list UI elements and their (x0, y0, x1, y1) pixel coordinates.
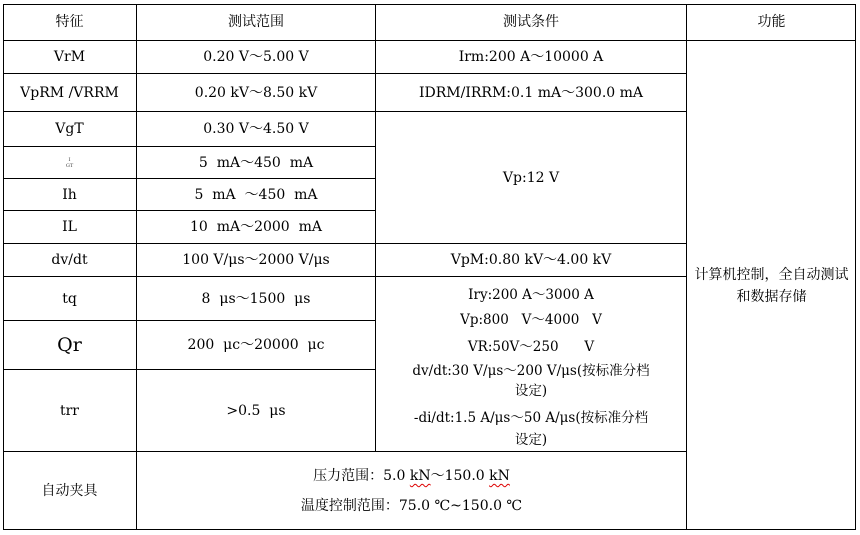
feature-vgt: VgT (55, 121, 84, 137)
range-ih: 5 mA ～450 mA (194, 186, 318, 203)
feature-igt-bottom: GT (65, 162, 74, 169)
header-function: 功能 (757, 14, 786, 30)
feature-trr: trr (59, 402, 79, 419)
range-dvdt: 100 V/μs～2000 V/μs (182, 252, 330, 268)
header-range: 测试范围 (228, 14, 284, 30)
condition-line-vp: Vp:800 V～4000 V (460, 312, 602, 328)
feature-dvdt: dv/dt (51, 252, 88, 268)
range-trr: >0.5 μs (226, 402, 286, 419)
range-tq: 8 μs～1500 μs (201, 290, 311, 307)
feature-ih: Ih (62, 186, 77, 203)
condition-recovery-shared (376, 277, 686, 451)
condition-line-dvdt-cont: 设定) (514, 383, 548, 399)
condition-dvdt: VpM:0.80 kV～4.00 kV (450, 252, 612, 268)
fixture-pressure (313, 461, 510, 491)
feature-igt (3, 147, 136, 178)
range-vrm: 0.20 V～5.00 V (203, 49, 309, 65)
condition-vprm: IDRM/IRRM:0.1 mA～300.0 mA (418, 84, 644, 101)
condition-gate-shared: Vp:12 V (502, 169, 560, 186)
range-il: 10 mA～2000 mA (189, 219, 322, 235)
feature-vrm: VrM (53, 49, 86, 65)
feature-tq: tq (62, 290, 77, 307)
feature-vprm: VpRM /VRRM (20, 84, 119, 101)
condition-line-vr: VR:50V～250 V (467, 339, 595, 355)
fixture-pressure-unit-max: kN (489, 468, 510, 484)
range-vgt: 0.30 V～4.50 V (203, 121, 309, 137)
fixture-pressure-label: 压力范围：5.0 (313, 468, 410, 484)
fixture-pressure-max: ～150.0 (430, 468, 490, 484)
header-condition: 测试条件 (503, 14, 559, 30)
condition-line-dvdt: dv/dt:30 V/μs～200 V/μs(按标准分档 (412, 363, 650, 379)
function-description: 计算机控制，全自动测试和数据存储 (694, 266, 849, 305)
condition-vrm: Irm:200 A～10000 A (458, 49, 604, 65)
fixture-temperature: 温度控制范围：75.0 ℃~150.0 ℃ (300, 498, 523, 514)
condition-line-didt: -di/dt:1.5 A/μs～50 A/μs(按标准分档 (413, 410, 649, 426)
condition-line-didt-cont: 设定) (514, 432, 548, 448)
feature-il: IL (62, 219, 77, 235)
spec-table (3, 4, 856, 530)
feature-fixture: 自动夹具 (41, 483, 98, 499)
header-feature: 特征 (55, 14, 84, 30)
range-vprm: 0.20 kV～8.50 kV (194, 84, 318, 101)
range-igt: 5 mA～450 mA (198, 154, 314, 171)
feature-qr: Qr (57, 334, 82, 356)
fixture-specs (137, 452, 686, 530)
feature-igt-top: I (68, 156, 71, 163)
condition-line-iry: Iry:200 A～3000 A (468, 287, 594, 303)
range-qr: 200 μc～20000 μc (187, 337, 325, 353)
fixture-pressure-unit-min: kN (409, 468, 431, 484)
